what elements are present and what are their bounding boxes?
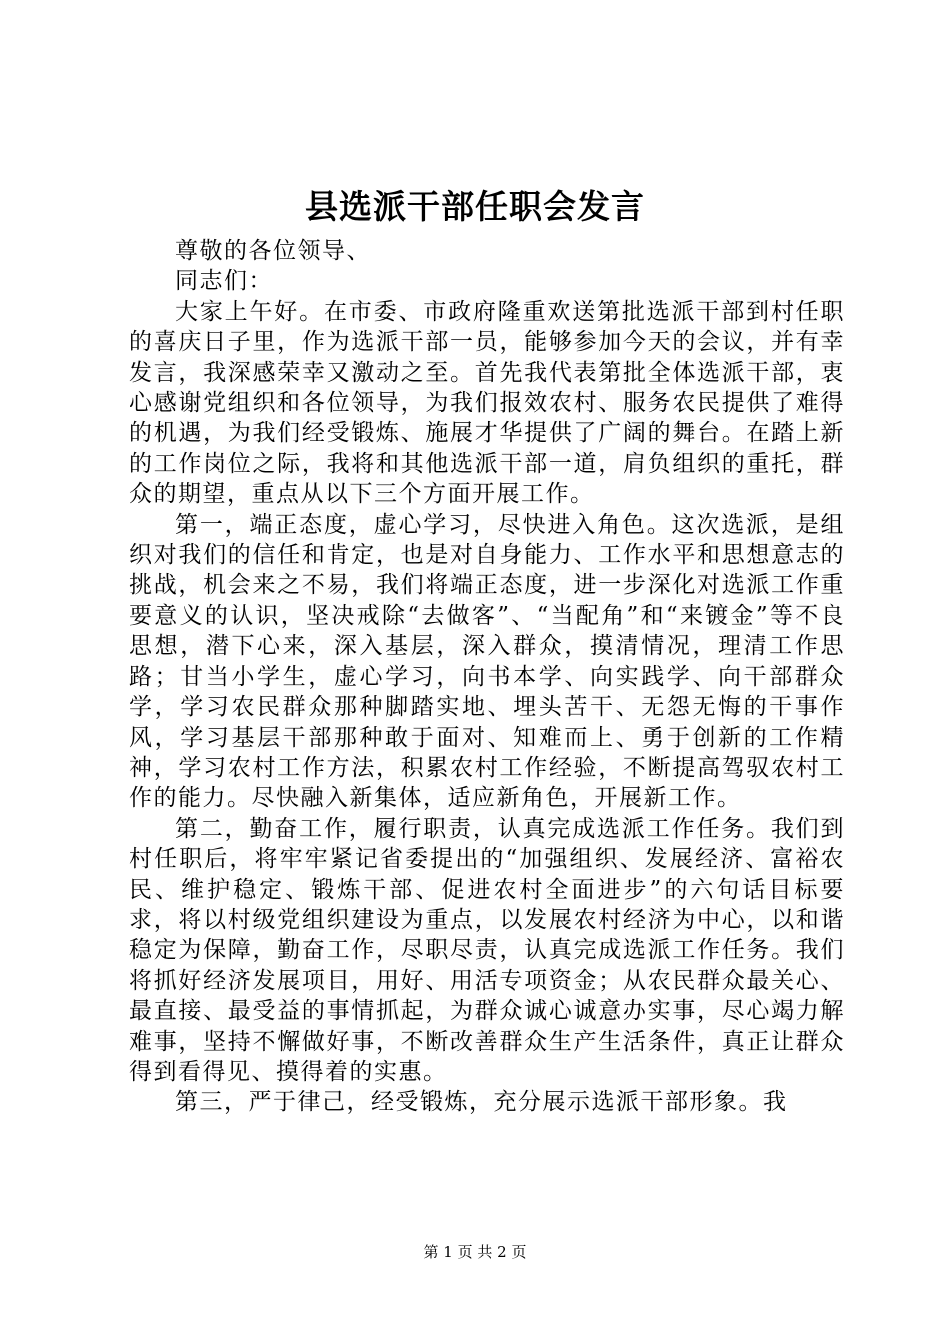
document-body [129, 236, 845, 1118]
document-title: 县选派干部任职会发言 [305, 187, 645, 226]
page-footer: 第 1 页 共 2 页 [423, 1243, 527, 1261]
paragraph-third-point: 第三，严于律己，经受锻炼，充分展示选派干部形象。我 [175, 1089, 788, 1116]
salutation-line-2: 同志们： [175, 268, 273, 295]
paragraph-opening: 大家上午好。在市委、市政府隆重欢送第批选派干部到村任职的喜庆日子里，作为选派干部一员，能够参加今天的会议，并有幸发言，我深感荣幸又激动之至。首先我代表第批全体选派干部，衷心感谢党组织和各位领导，为我们报效农村、服务农民提供了难得的机遇，为我们经受锻炼、施展才华提供了广阔的舞台。在踏上新的工作岗位之际，我将和其他选派干部一道，肩负组织的重托，群众的期望，重点从以下三个方面开展工作。 [129, 298, 845, 508]
paragraph-second-point: 第二，勤奋工作，履行职责，认真完成选派工作任务。我们到村任职后，将牢牢紧记省委提出的“加强组织、发展经济、富裕农民、维护稳定、锻炼干部、促进农村全面进步”的六句话目标要求，将以村级党组织建设为重点，以发展农村经济为中心，以和谐稳定为保障，勤奋工作，尽职尽责，认真完成选派工作任务。我们将抓好经济发展项目，用好、用活专项资金；从农民群众最关心、最直接、最受益的事情抓起，为群众诚心诚意办实事，尽心竭力解难事，坚持不懈做好事，不断改善群众生产生活条件，真正让群众得到看得见、摸得着的实惠。 [129, 815, 845, 1085]
salutation-line-1: 尊敬的各位领导、 [175, 238, 371, 264]
paragraph-first-point: 第一，端正态度，虚心学习，尽快进入角色。这次选派，是组织对我们的信任和肯定，也是对自身能力、工作水平和思想意志的挑战，机会来之不易，我们将端正态度，进一步深化对选派工作重要意义的认识，坚决戒除“去做客”、“当配角”和“来镀金”等不良思想，潜下心来，深入基层，深入群众，摸清情况，理清工作思路；甘当小学生，虚心学习，向书本学、向实践学、向干部群众学，学习农民群众那种脚踏实地、埋头苦干、无怨无悔的干事作风，学习基层干部那种敢于面对、知难而上、勇于创新的工作精神，学习农村工作方法，积累农村工作经验，不断提高驾驭农村工作的能力。尽快融入新集体，适应新角色，开展新工作。 [129, 511, 845, 812]
